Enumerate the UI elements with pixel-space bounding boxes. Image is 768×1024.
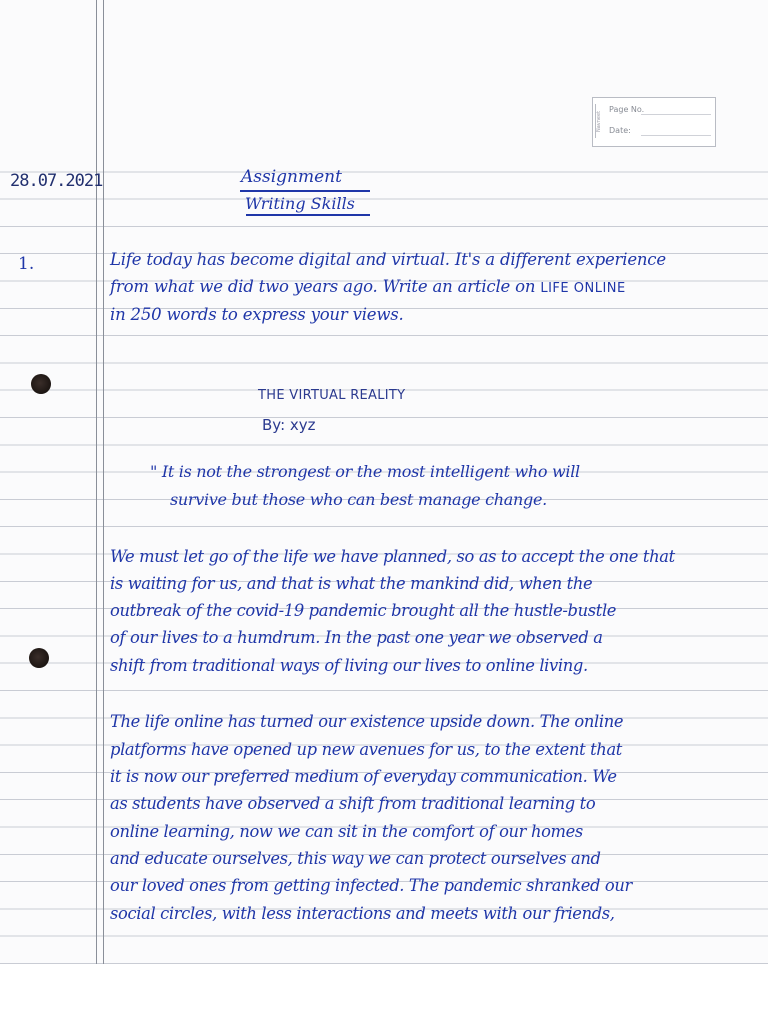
question-number: 1. (18, 254, 35, 274)
margin-line (103, 0, 104, 984)
paragraph-line: online learning, now we can sit in the comfort of our homes (110, 822, 583, 841)
quote-line: " It is not the strongest or the most intelligent who will (150, 462, 580, 481)
page-number-box (592, 97, 716, 147)
quote-line: survive but those who can best manage change. (170, 490, 547, 509)
date-written: 28.07.2021 (10, 171, 103, 191)
margin-line (96, 0, 97, 984)
paragraph-line: shift from traditional ways of living our lives to online living. (110, 656, 588, 675)
paragraph-line: it is now our preferred medium of everyday communication. We (110, 767, 617, 786)
date-label: Date: (609, 126, 631, 135)
page-title: Assignment (241, 167, 342, 187)
page-no-rule (641, 114, 711, 115)
page-bottom-margin (0, 964, 768, 1024)
paragraph-line: platforms have opened up new avenues for us, to the extent that (110, 740, 622, 759)
date-rule (641, 135, 711, 136)
paragraph-line: social circles, with less interactions and meets with our friends, (110, 904, 615, 923)
subtitle-underline (246, 214, 370, 216)
paragraph-line: our loved ones from getting infected. The pandemic shranked our (110, 876, 632, 895)
paragraph-line: outbreak of the covid-19 pandemic brought all the hustle-bustle (110, 601, 617, 620)
punch-hole (31, 374, 51, 394)
article-byline: By: xyz (262, 416, 316, 434)
question-topic: LIFE ONLINE (540, 281, 626, 296)
question-line: in 250 words to express your views. (110, 305, 404, 324)
question-text: from what we did two years ago. Write an article on (110, 277, 541, 296)
date-field (609, 126, 631, 135)
paragraph-line: of our lives to a humdrum. In the past one year we observed a (110, 628, 603, 647)
paragraph-line: We must let go of the life we have planned, so as to accept the one that (110, 547, 675, 566)
article-title: THE VIRTUAL REALITY (258, 388, 406, 403)
paragraph-line: The life online has turned our existence upside down. The online (110, 712, 624, 731)
page-subtitle: Writing Skills (245, 194, 355, 213)
paragraph-line: and educate ourselves, this way we can protect ourselves and (110, 849, 601, 868)
punch-hole (29, 648, 49, 668)
brand-logo: Navneet (595, 104, 604, 138)
page-no-label: Page No. (609, 105, 645, 114)
paragraph-line: is waiting for us, and that is what the mankind did, when the (110, 574, 593, 593)
paragraph-line: as students have observed a shift from traditional learning to (110, 794, 596, 813)
page-no-field (609, 105, 644, 114)
question-line: Life today has become digital and virtual. It's a different experience (110, 250, 666, 269)
title-underline (240, 190, 370, 192)
question-line (110, 277, 626, 296)
